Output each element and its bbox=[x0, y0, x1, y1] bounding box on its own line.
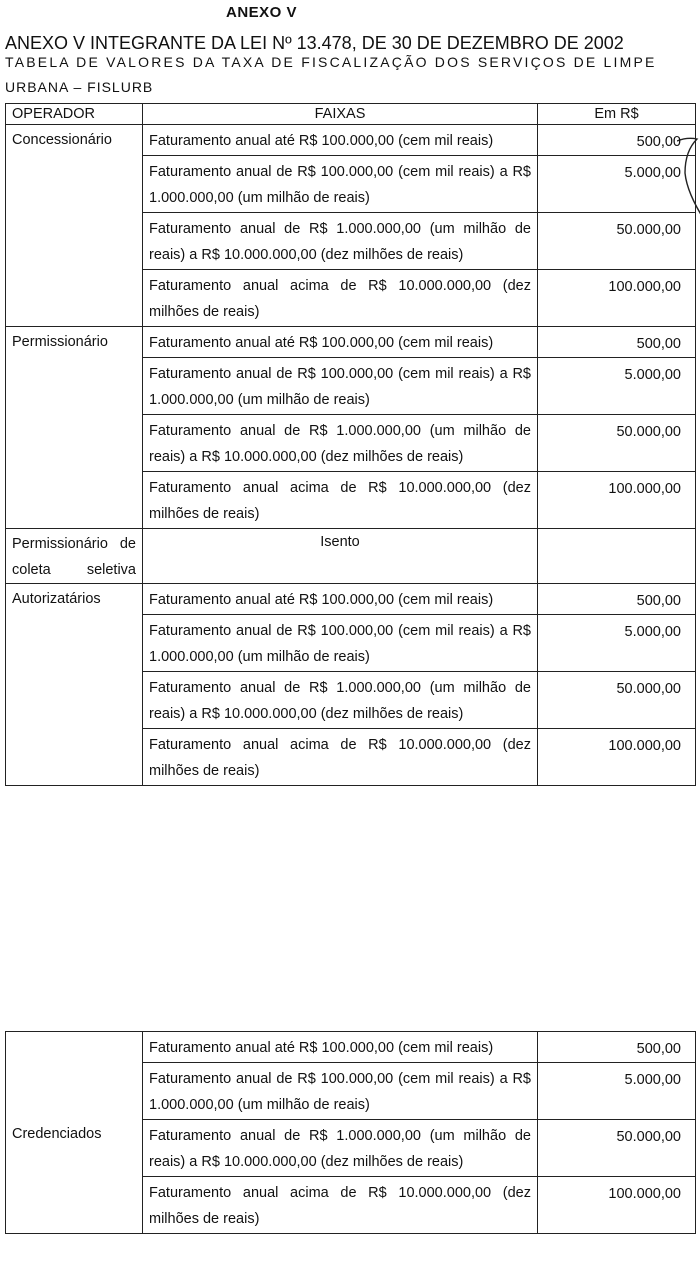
table-row bbox=[6, 584, 696, 615]
operator-cell bbox=[6, 529, 143, 584]
value-cell: 100.000,00 bbox=[538, 270, 696, 327]
operator-cell: Permissionário bbox=[6, 327, 143, 529]
value-cell: 100.000,00 bbox=[538, 472, 696, 529]
value-cell: 50.000,00 bbox=[538, 1120, 696, 1177]
value-cell: 5.000,00 bbox=[538, 156, 696, 213]
band-cell: Faturamento anual acima de R$ 10.000.000,00 (dez milhões de reais) bbox=[143, 1177, 538, 1234]
annex-title: ANEXO V bbox=[226, 4, 298, 21]
fee-table-continuation bbox=[5, 1031, 696, 1234]
band-cell: Faturamento anual até R$ 100.000,00 (cem mil reais) bbox=[143, 327, 538, 358]
value-cell: 500,00 bbox=[538, 584, 696, 615]
value-cell: 5.000,00 bbox=[538, 615, 696, 672]
table-title-continuation: URBANA – FISLURB bbox=[5, 79, 154, 95]
table-header-row bbox=[6, 104, 696, 125]
value-cell: 5.000,00 bbox=[538, 358, 696, 415]
band-cell: Faturamento anual acima de R$ 10.000.000,00 (dez milhões de reais) bbox=[143, 270, 538, 327]
band-cell: Faturamento anual de R$ 100.000,00 (cem mil reais) a R$ 1.000.000,00 (um milhão de reais) bbox=[143, 1063, 538, 1120]
band-cell: Faturamento anual de R$ 1.000.000,00 (um milhão de reais) a R$ 10.000.000,00 (dez milhões de reais) bbox=[143, 415, 538, 472]
table-row bbox=[6, 327, 696, 358]
band-cell: Faturamento anual acima de R$ 10.000.000,00 (dez milhões de reais) bbox=[143, 472, 538, 529]
value-cell: 500,00 bbox=[538, 327, 696, 358]
table-row bbox=[6, 1032, 696, 1063]
table-row bbox=[6, 125, 696, 156]
band-cell: Faturamento anual até R$ 100.000,00 (cem mil reais) bbox=[143, 584, 538, 615]
band-cell: Faturamento anual de R$ 1.000.000,00 (um milhão de reais) a R$ 10.000.000,00 (dez milhões de reais) bbox=[143, 672, 538, 729]
band-cell: Faturamento anual de R$ 100.000,00 (cem mil reais) a R$ 1.000.000,00 (um milhão de reais) bbox=[143, 358, 538, 415]
value-cell: 500,00 bbox=[538, 125, 696, 156]
header-operator: OPERADOR bbox=[6, 104, 143, 125]
operator-cell: Credenciados bbox=[6, 1032, 143, 1234]
operator-cell: Concessionário bbox=[6, 125, 143, 327]
value-cell: 50.000,00 bbox=[538, 672, 696, 729]
value-cell bbox=[538, 529, 696, 584]
band-cell: Faturamento anual de R$ 1.000.000,00 (um milhão de reais) a R$ 10.000.000,00 (dez milhões de reais) bbox=[143, 213, 538, 270]
band-cell: Faturamento anual de R$ 100.000,00 (cem mil reais) a R$ 1.000.000,00 (um milhão de reais) bbox=[143, 156, 538, 213]
header-currency: Em R$ bbox=[538, 104, 696, 125]
band-cell: Faturamento anual de R$ 1.000.000,00 (um milhão de reais) a R$ 10.000.000,00 (dez milhões de reais) bbox=[143, 1120, 538, 1177]
operator-label: Permissionário de coleta seletiva bbox=[12, 536, 136, 578]
fee-table bbox=[5, 103, 696, 786]
band-cell-exempt: Isento bbox=[143, 529, 538, 584]
band-cell: Faturamento anual acima de R$ 10.000.000,00 (dez milhões de reais) bbox=[143, 729, 538, 786]
table-row bbox=[6, 529, 696, 584]
operator-cell: Autorizatários bbox=[6, 584, 143, 786]
value-cell: 50.000,00 bbox=[538, 415, 696, 472]
value-cell: 100.000,00 bbox=[538, 1177, 696, 1234]
value-cell: 500,00 bbox=[538, 1032, 696, 1063]
band-cell: Faturamento anual até R$ 100.000,00 (cem mil reais) bbox=[143, 1032, 538, 1063]
table-title: TABELA DE VALORES DA TAXA DE FISCALIZAÇÃO DOS SERVIÇOS DE LIMPE bbox=[5, 54, 657, 70]
header-bands: FAIXAS bbox=[143, 104, 538, 125]
band-cell: Faturamento anual de R$ 100.000,00 (cem mil reais) a R$ 1.000.000,00 (um milhão de reais) bbox=[143, 615, 538, 672]
value-cell: 50.000,00 bbox=[538, 213, 696, 270]
law-reference: ANEXO V INTEGRANTE DA LEI Nº 13.478, DE 30 DE DEZEMBRO DE 2002 bbox=[5, 33, 624, 53]
value-cell: 100.000,00 bbox=[538, 729, 696, 786]
band-cell: Faturamento anual até R$ 100.000,00 (cem mil reais) bbox=[143, 125, 538, 156]
value-cell: 5.000,00 bbox=[538, 1063, 696, 1120]
